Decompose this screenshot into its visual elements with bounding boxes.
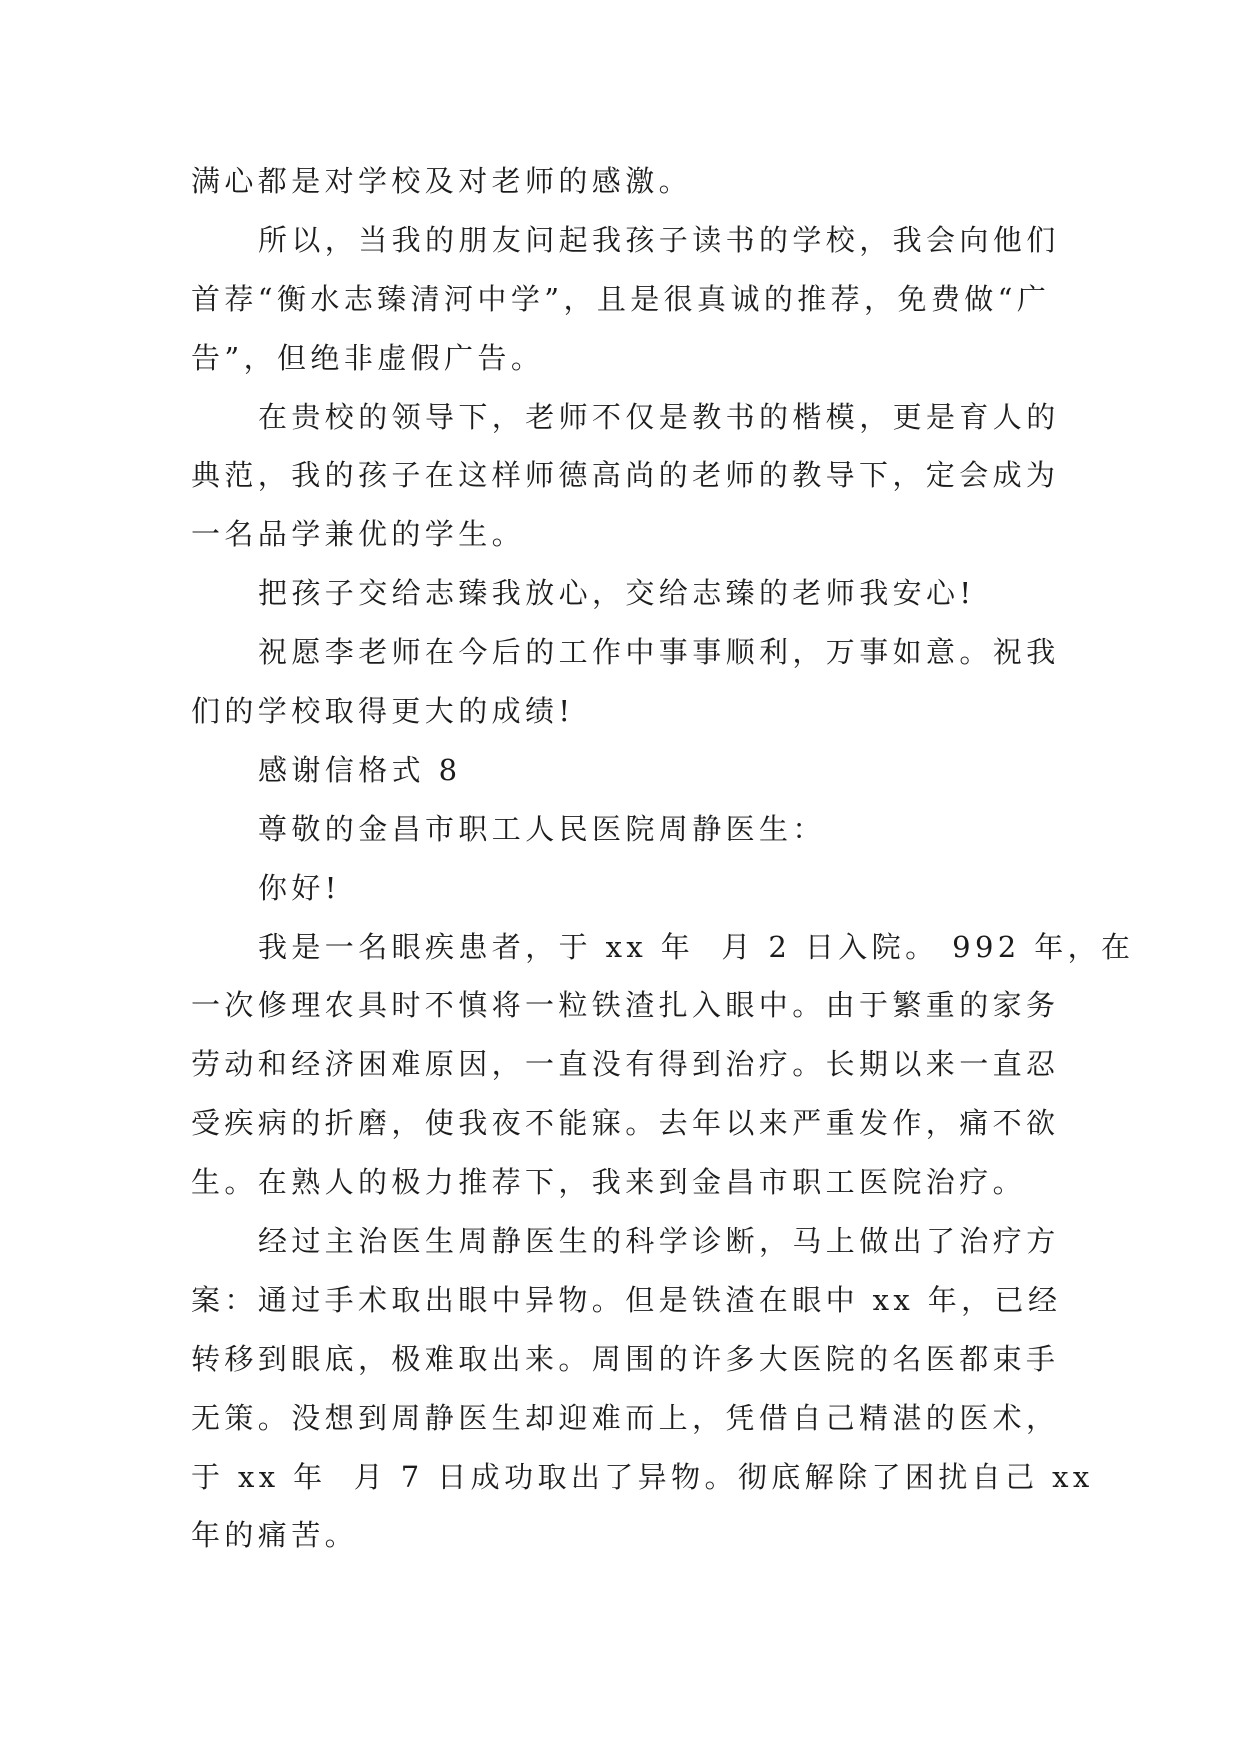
text-line: 尊敬的金昌市职工人民医院周静医生： [258,811,826,846]
section-heading [191,741,1091,800]
text-line: 无策。没想到周静医生却迎难而上，凭借自己精湛的医术， [191,1400,1060,1435]
text-line: 祝愿李老师在今后的工作中事事顺利，万事如意。祝我 [258,635,1060,670]
text-line: 受疾病的折磨，使我夜不能寐。去年以来严重发作，痛不欲 [191,1106,1060,1141]
text-line: 首荐“衡水志臻清河中学”，且是很真诚的推荐，免费做“广 [191,281,1051,316]
text-line: 转移到眼底，极难取出来。周围的许多大医院的名医都束手 [191,1341,1060,1376]
text-line: 劳动和经济困难原因，一直没有得到治疗。长期以来一直忍 [191,1047,1060,1082]
text-line: 满心都是对学校及对老师的感激。 [191,164,693,198]
text-line: 我是一名眼疾患者，于 xx 年 月 2 日入院。 992 年，在 [258,929,1135,964]
paragraph-recommendation [191,211,1091,388]
text-line: 告”，但绝非虚假广告。 [191,340,545,375]
paragraph-teachers [191,388,1091,565]
text-line: 所以，当我的朋友问起我孩子读书的学校，我会向他们 [258,222,1060,257]
paragraph-trust [191,564,1091,623]
document-body [191,152,1135,1565]
text-line: 们的学校取得更大的成绩! [191,694,575,729]
text-line: 一名品学兼优的学生。 [191,517,526,552]
text-line: 典范，我的孩子在这样师德高尚的老师的教导下，定会成为 [191,458,1060,493]
text-line: 一次修理农具时不慎将一粒铁渣扎入眼中。由于繁重的家务 [191,988,1060,1023]
paragraph-wishes [191,623,1091,741]
heading-line: 感谢信格式 8 [258,752,462,787]
text-line: 把孩子交给志臻我放心，交给志臻的老师我安心! [258,576,976,611]
greeting [191,859,1091,918]
text-line: 于 xx 年 月 7 日成功取出了异物。彻底解除了困扰自己 xx [191,1459,1094,1494]
salutation [191,800,1091,859]
text-line: 你好! [258,870,341,905]
text-line: 年的痛苦。 [191,1518,359,1553]
text-line: 在贵校的领导下，老师不仅是教书的楷模，更是育人的 [258,399,1060,434]
text-line: 案：通过手术取出眼中异物。但是铁渣在眼中 xx 年，已经 [191,1282,1062,1317]
paragraph-continuation [191,152,1091,211]
paragraph-treatment [191,1212,1094,1565]
paragraph-patient-history [191,918,1135,1212]
text-line: 经过主治医生周静医生的科学诊断，马上做出了治疗方 [258,1224,1060,1259]
text-line: 生。在熟人的极力推荐下，我来到金昌市职工医院治疗。 [191,1165,1027,1200]
